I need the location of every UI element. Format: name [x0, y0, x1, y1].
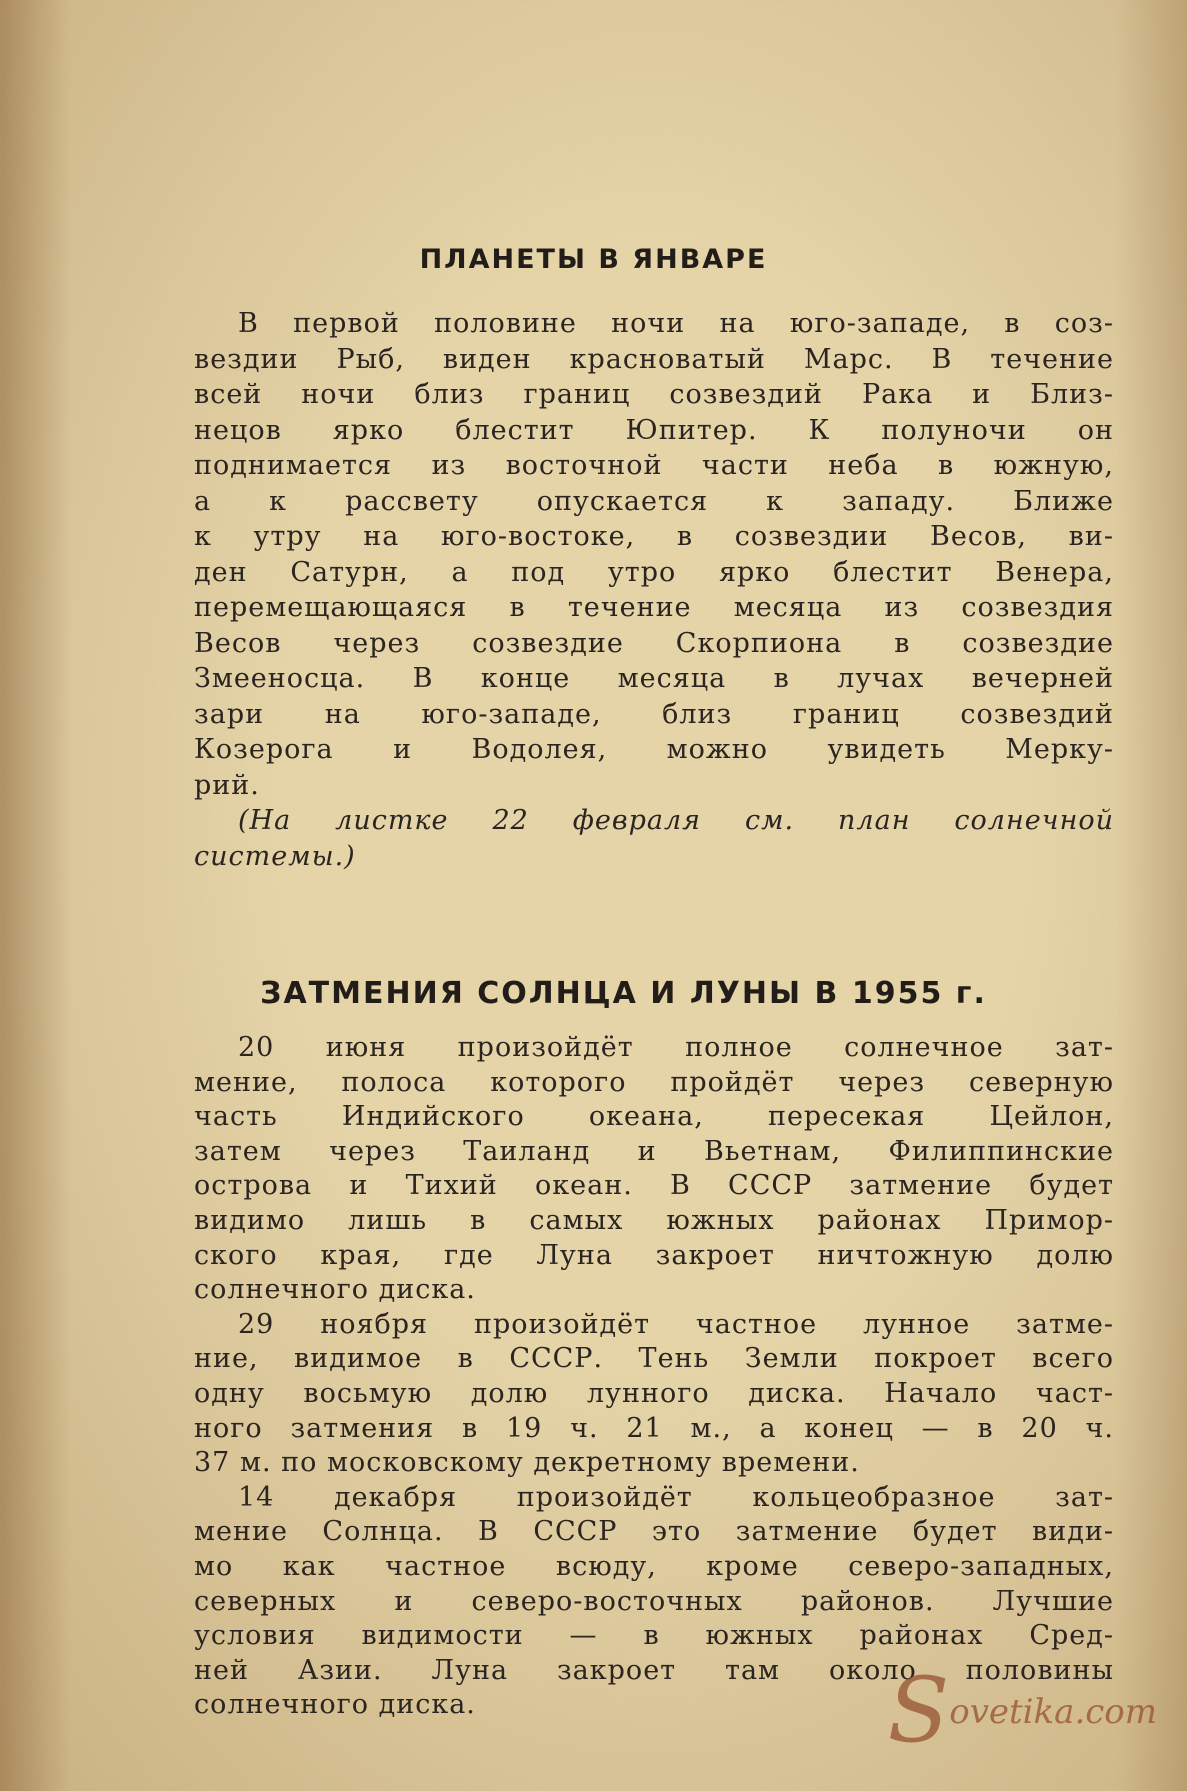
text-line: нецов ярко блестит Юпитер. К полуночи он [194, 414, 1114, 446]
text-line: мо как частное всюду, кроме северо-западных, [194, 1550, 1114, 1582]
text-line: Козерога и Водолея, можно увидеть Мерку- [194, 734, 1114, 765]
text-line: затем через Таиланд и Вьетнам, Филиппинские [194, 1135, 1114, 1167]
paragraph [194, 306, 1114, 803]
watermark-logo [888, 1658, 1157, 1763]
text-line: ского края, где Луна закроет ничтожную долю [194, 1239, 1114, 1271]
text-line: к утру на юго-востоке, в созвездии Весов, ви- [194, 521, 1114, 552]
text-line: (На листке 22 февраля см. план солнечной [238, 805, 1114, 836]
text-line: ного затмения в 19 ч. 21 м., а конец — в 20 ч. [194, 1412, 1114, 1444]
text-line: 14 декабря произойдёт кольцеобразное зат- [238, 1481, 1114, 1513]
text-line: Змееносца. В конце месяца в лучах вечерней [194, 663, 1114, 694]
section-title-eclipses: ЗАТМЕНИЯ СОЛНЦА И ЛУНЫ В 1955 г. [260, 976, 987, 1011]
text-line: системы.) [194, 840, 356, 872]
text-line: ден Сатурн, а под утро ярко блестит Венера, [194, 556, 1114, 588]
paragraph [194, 803, 1114, 874]
text-line: мение, полоса которого пройдёт через северную [194, 1066, 1114, 1098]
text-line: условия видимости — в южных районах Сред- [194, 1620, 1114, 1652]
text-line: видимо лишь в самых южных районах Примор- [194, 1204, 1114, 1236]
text-line: одну восьмую долю лунного диска. Начало част- [194, 1377, 1114, 1409]
text-line: солнечного диска. [194, 1689, 476, 1721]
text-line: ние, видимое в СССР. Тень Земли покроет всего [194, 1343, 1114, 1375]
text-line: северных и северо-восточных районов. Лучшие [194, 1585, 1114, 1617]
text-line: 20 июня произойдёт полное солнечное зат- [238, 1032, 1114, 1063]
watermark-suffix: .com [1074, 1692, 1157, 1732]
text-line: 29 ноября произойдёт частное лунное затме- [238, 1308, 1114, 1340]
text-line: перемещающаяся в течение месяца из созвездия [194, 592, 1114, 623]
watermark-name: ovetika [949, 1692, 1075, 1732]
section-title-planets: ПЛАНЕТЫ В ЯНВАРЕ [419, 244, 768, 275]
text-line: поднимается из восточной части неба в южную, [194, 450, 1114, 481]
text-line: ней Азии. Луна закроет там около половины [194, 1654, 1114, 1686]
paragraph [194, 1031, 1114, 1308]
text-line: 37 м. по московскому декретному времени. [194, 1447, 860, 1479]
paragraph [194, 1308, 1114, 1481]
text-line: В первой половине ночи на юго-западе, в соз- [238, 308, 1114, 339]
watermark-initial: S [887, 1658, 950, 1763]
planets-text [194, 306, 1114, 874]
text-line: зари на юго-западе, близ границ созвездий [194, 698, 1114, 730]
text-line: а к рассвету опускается к западу. Ближе [194, 485, 1114, 517]
text-line: Весов через созвездие Скорпиона в созвездие [194, 627, 1114, 659]
eclipses-text [194, 1031, 1114, 1723]
text-line: солнечного диска. [194, 1274, 476, 1306]
text-line: вездии Рыб, виден красноватый Марс. В течение [194, 343, 1114, 375]
text-line: часть Индийского океана, пересекая Цейлон, [194, 1101, 1114, 1133]
text-line: всей ночи близ границ созвездий Рака и Близ- [194, 379, 1114, 410]
text-line: мение Солнца. В СССР это затмение будет види- [194, 1516, 1114, 1548]
text-line: острова и Тихий океан. В СССР затмение будет [194, 1170, 1114, 1202]
text-line: рий. [194, 769, 260, 801]
